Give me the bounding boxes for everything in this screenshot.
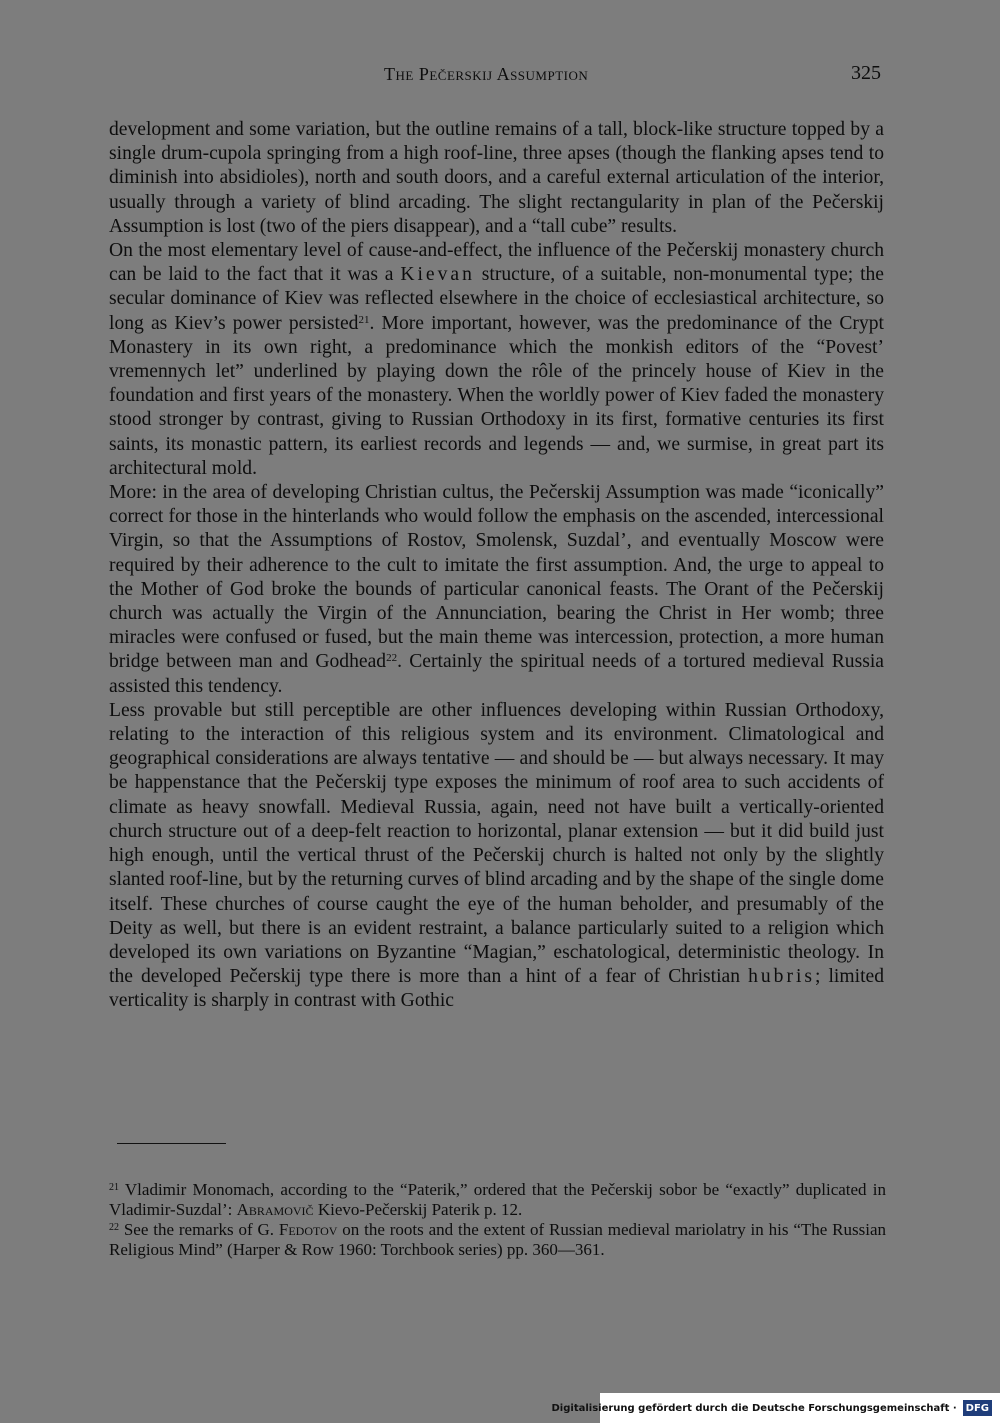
paragraph-4-text-a: Less provable but still perceptible are other influences developing within Russian Orthodoxy, relating to the interaction of this religious system and its environment. Climatological and geographical considerations are always tentative — and should be — but always necessary. It may be happenstance that the Pečerskij type exposes the minimum of roof area to such accidents of climate as heavy snowfall. Medieval Russia, again, need not have built a vertically-oriented church structure out of a deep-felt reaction to horizontal, planar extension — but it did build just high enough, until the vertical thrust of the Pečerskij church is halted not only by the slightly slanted roof-line, but by the returning curves of blind arcading and by the shape of the single dome itself. These churches of course caught the eye of the human beholder, and presumably of the Deity as well, but there is an evident restraint, a balance particularly suited to a religion which developed its own variations on Byzantine “Magian,” eschatological, deterministic theology. In the developed Pečerskij type there is more than a hint of a fear of Christian <box>109 699 884 988</box>
footnote-mark-21: 21 <box>109 1182 119 1193</box>
emphasis-kievan: Kievan <box>400 264 475 286</box>
paragraph-2-text-a: On the most elementary level of cause-and-effect, the influence of the Pečerskij monastery church can be laid to the fact that it was a <box>109 240 884 286</box>
footnote-21 <box>109 1180 886 1220</box>
footnote-22 <box>109 1220 886 1260</box>
footnote-21-author: Abramovič <box>236 1200 314 1219</box>
paragraph-4-text-b: ; limited verticality is sharply in contrast with Gothic <box>109 966 885 1012</box>
emphasis-hubris: hubris <box>748 966 816 988</box>
credit-text: Digitalisierung gefördert durch die Deutsche Forschungsgemeinschaft · <box>551 1402 957 1414</box>
paragraph-3 <box>109 481 884 699</box>
footnotes <box>109 1180 886 1260</box>
footnote-mark-22: 22 <box>109 1222 119 1233</box>
running-title: The Pečerskij Assumption <box>384 64 589 84</box>
footnote-21-text-b: Kievo-Pečerskij Paterik p. 12. <box>313 1200 523 1219</box>
paragraph-2-text-b: structure, of a suitable, non-monumental type; the secular dominance of Kiev was reflected elsewhere in the choice of ecclesiastical architecture, so long as Kiev’s power persisted <box>109 264 885 334</box>
page-number: 325 <box>851 62 881 84</box>
paragraph-2 <box>109 239 884 481</box>
footnote-22-text-b: on the roots and the extent of Russian medieval mariolatry in his “The Russian Religious Mind” (Harper & Row 1960: Torchbook series) pp. 360—361. <box>109 1220 886 1259</box>
footnote-separator <box>117 1143 226 1144</box>
paragraph-2-text-c: . More important, however, was the predominance of the Crypt Monastery in its own right, a predominance which the monkish editors of the “Povest’ vremennych let” underlined by playing down the rôle of the princely house of Kiev in the foundation and first years of the monastery. When the worldly power of Kiev faded the monastery stood stronger by contrast, giving to Russian Orthodoxy in its first, formative centuries its first saints, its monastic pattern, its earliest records and legends — and, we surmise, in great part its architectural mold. <box>109 312 884 479</box>
paragraph-4 <box>109 699 884 1014</box>
footnote-22-author: Fedotov <box>278 1220 338 1239</box>
footnote-ref-22[interactable]: 22 <box>386 652 398 665</box>
digitization-credit <box>551 1393 1000 1423</box>
footnote-22-text-a: See the remarks of G. <box>119 1220 279 1239</box>
footnote-21-text-a: Vladimir Monomach, according to the “Paterik,” ordered that the Pečerskij sobor be “exactly” duplicated in Vladimir-Suzdal’: <box>109 1180 886 1219</box>
paragraph-3-text-a: More: in the area of developing Christian cultus, the Pečerskij Assumption was made “iconically” correct for those in the hinterlands who would follow the emphasis on the ascended, intercessional Virgin, so that the Assumptions of Rostov, Smolensk, Suzdal’, and eventually Moscow were required by their adherence to the cult to imitate the first assumption. And, the urge to appeal to the Mother of God broke the bounds of particular canonical feasts. The Orant of the Pečerskij church was actually the Virgin of the Annunciation, bearing the Christ in Her womb; three miracles were confused or fused, but the main theme was intercession, protection, a more human bridge between man and Godhead <box>109 482 884 673</box>
main-text <box>109 118 884 1014</box>
paragraph-1: development and some variation, but the outline remains of a tall, block-like structure topped by a single drum-cupola springing from a high roof-line, three apses (though the flanking apses tend to diminish into absidioles), north and south doors, and a careful external articulation of the interior, usually through a variety of blind arcading. The slight rectangularity in plan of the Pečerskij Assumption is lost (two of the piers disappear), and a “tall cube” results. <box>109 119 884 237</box>
footnote-ref-21[interactable]: 21 <box>358 313 370 326</box>
dfg-logo: DFG <box>963 1400 992 1416</box>
paragraph-3-text-b: . Certainly the spiritual needs of a tortured medieval Russia assisted this tendency. <box>109 651 884 697</box>
